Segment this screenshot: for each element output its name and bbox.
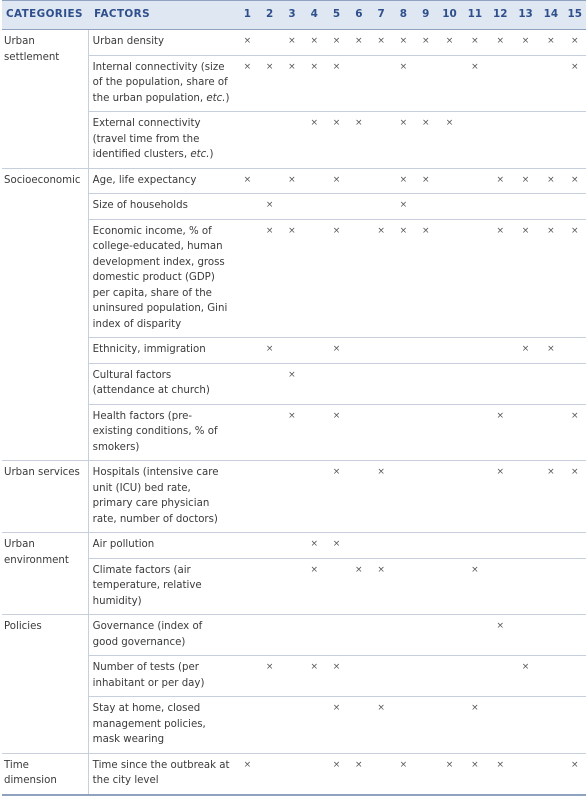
mark-cell: × — [437, 30, 462, 56]
mark-cell — [258, 168, 280, 194]
mark-cell: × — [437, 753, 462, 795]
mark-cell: × — [348, 558, 370, 615]
mark-cell: × — [236, 30, 258, 56]
mark-cell: × — [415, 219, 437, 338]
mark-cell — [303, 615, 325, 656]
factor-cell: Number of tests (per inhabitant or per day) — [88, 656, 236, 697]
mark-cell: × — [303, 30, 325, 56]
mark-cell — [236, 363, 258, 404]
mark-cell — [462, 533, 487, 559]
mark-cell: × — [488, 219, 513, 338]
mark-cell — [236, 533, 258, 559]
mark-cell: × — [462, 558, 487, 615]
mark-cell — [564, 338, 586, 364]
mark-cell — [348, 404, 370, 461]
mark-cell: × — [303, 558, 325, 615]
table-row — [2, 615, 586, 656]
mark-cell — [462, 615, 487, 656]
mark-cell: × — [538, 168, 563, 194]
header-row — [2, 1, 586, 30]
factor-cell: Health factors (pre-existing conditions, % of smokers) — [88, 404, 236, 461]
header-study-12: 12 — [488, 1, 513, 30]
mark-cell: × — [348, 112, 370, 169]
header-study-14: 14 — [538, 1, 563, 30]
mark-cell — [415, 753, 437, 795]
table-row — [2, 30, 586, 56]
mark-cell — [437, 194, 462, 220]
mark-cell: × — [258, 338, 280, 364]
mark-cell — [303, 194, 325, 220]
mark-cell: × — [258, 194, 280, 220]
mark-cell — [258, 363, 280, 404]
mark-cell — [488, 656, 513, 697]
mark-cell — [281, 338, 303, 364]
mark-cell — [281, 753, 303, 795]
mark-cell — [513, 697, 538, 754]
table-row — [2, 112, 586, 169]
header-study-1: 1 — [236, 1, 258, 30]
mark-cell — [488, 338, 513, 364]
factor-cell: Ethnicity, immigration — [88, 338, 236, 364]
mark-cell — [392, 615, 414, 656]
mark-cell — [370, 363, 392, 404]
factors-table — [2, 0, 586, 796]
table-row — [2, 404, 586, 461]
mark-cell: × — [564, 404, 586, 461]
mark-cell — [513, 533, 538, 559]
mark-cell — [348, 55, 370, 112]
mark-cell — [236, 656, 258, 697]
mark-cell: × — [281, 219, 303, 338]
mark-cell: × — [392, 55, 414, 112]
factor-cell: Climate factors (air temperature, relative humidity) — [88, 558, 236, 615]
mark-cell — [303, 697, 325, 754]
table-row — [2, 697, 586, 754]
mark-cell: × — [488, 753, 513, 795]
mark-cell: × — [538, 461, 563, 533]
header-study-2: 2 — [258, 1, 280, 30]
mark-cell — [415, 558, 437, 615]
table-row — [2, 219, 586, 338]
mark-cell — [303, 168, 325, 194]
mark-cell: × — [488, 168, 513, 194]
mark-cell — [462, 461, 487, 533]
mark-cell — [437, 697, 462, 754]
mark-cell — [370, 404, 392, 461]
factor-cell: Economic income, % of college-educated, human development index, gross domestic product (GDP) per capita, share of the uninsured population, Gini index of disparity — [88, 219, 236, 338]
mark-cell — [392, 338, 414, 364]
factor-cell: Urban density — [88, 30, 236, 56]
mark-cell: × — [281, 363, 303, 404]
mark-cell: × — [325, 338, 347, 364]
mark-cell: × — [462, 30, 487, 56]
mark-cell: × — [258, 219, 280, 338]
mark-cell — [488, 558, 513, 615]
mark-cell: × — [488, 615, 513, 656]
category-cell: Urban settlement — [2, 30, 88, 169]
mark-cell: × — [303, 112, 325, 169]
category-cell: Urban environment — [2, 533, 88, 615]
mark-cell — [564, 363, 586, 404]
mark-cell — [488, 55, 513, 112]
header-study-8: 8 — [392, 1, 414, 30]
mark-cell — [303, 753, 325, 795]
mark-cell — [236, 404, 258, 461]
mark-cell: × — [325, 55, 347, 112]
mark-cell — [303, 363, 325, 404]
mark-cell: × — [348, 30, 370, 56]
mark-cell — [281, 656, 303, 697]
factor-cell: Time since the outbreak at the city level — [88, 753, 236, 795]
mark-cell — [348, 363, 370, 404]
mark-cell — [236, 194, 258, 220]
mark-cell — [303, 338, 325, 364]
mark-cell: × — [415, 168, 437, 194]
mark-cell: × — [281, 168, 303, 194]
header-study-6: 6 — [348, 1, 370, 30]
mark-cell — [348, 194, 370, 220]
mark-cell — [258, 697, 280, 754]
mark-cell — [462, 338, 487, 364]
table-row — [2, 461, 586, 533]
mark-cell: × — [325, 168, 347, 194]
mark-cell: × — [325, 30, 347, 56]
mark-cell — [258, 558, 280, 615]
mark-cell — [281, 558, 303, 615]
mark-cell — [303, 404, 325, 461]
category-cell: Urban services — [2, 461, 88, 533]
mark-cell: × — [564, 30, 586, 56]
mark-cell — [370, 615, 392, 656]
header-factors: FACTORS — [88, 1, 236, 30]
mark-cell — [488, 363, 513, 404]
factor-cell: Stay at home, closed management policies, mask wearing — [88, 697, 236, 754]
mark-cell: × — [281, 404, 303, 461]
mark-cell: × — [303, 55, 325, 112]
mark-cell — [348, 461, 370, 533]
mark-cell — [370, 753, 392, 795]
mark-cell — [437, 615, 462, 656]
mark-cell: × — [564, 168, 586, 194]
mark-cell — [462, 219, 487, 338]
factor-cell: Internal connectivity (size of the population, share of the urban population, etc.) — [88, 55, 236, 112]
mark-cell: × — [564, 219, 586, 338]
factor-cell: Air pollution — [88, 533, 236, 559]
mark-cell — [538, 363, 563, 404]
mark-cell — [281, 194, 303, 220]
mark-cell — [415, 363, 437, 404]
mark-cell: × — [325, 404, 347, 461]
table-row — [2, 656, 586, 697]
mark-cell: × — [258, 656, 280, 697]
mark-cell — [236, 697, 258, 754]
mark-cell — [303, 461, 325, 533]
mark-cell: × — [488, 404, 513, 461]
mark-cell — [415, 533, 437, 559]
mark-cell — [392, 461, 414, 533]
mark-cell — [538, 558, 563, 615]
mark-cell — [415, 461, 437, 533]
mark-cell: × — [325, 461, 347, 533]
mark-cell: × — [415, 112, 437, 169]
mark-cell — [325, 558, 347, 615]
mark-cell — [513, 363, 538, 404]
mark-cell: × — [236, 55, 258, 112]
table-row — [2, 558, 586, 615]
mark-cell — [370, 656, 392, 697]
factor-cell: External connectivity (travel time from the identified clusters, etc.) — [88, 112, 236, 169]
mark-cell — [437, 533, 462, 559]
mark-cell: × — [488, 30, 513, 56]
mark-cell — [415, 656, 437, 697]
mark-cell: × — [513, 168, 538, 194]
header-study-11: 11 — [462, 1, 487, 30]
mark-cell — [564, 533, 586, 559]
mark-cell — [258, 533, 280, 559]
mark-cell — [538, 112, 563, 169]
mark-cell: × — [462, 55, 487, 112]
mark-cell — [325, 194, 347, 220]
mark-cell — [348, 219, 370, 338]
mark-cell: × — [392, 30, 414, 56]
mark-cell — [258, 404, 280, 461]
mark-cell — [236, 338, 258, 364]
mark-cell — [538, 404, 563, 461]
mark-cell — [437, 558, 462, 615]
mark-cell: × — [488, 461, 513, 533]
mark-cell — [236, 112, 258, 169]
mark-cell — [437, 404, 462, 461]
mark-cell — [392, 533, 414, 559]
header-study-3: 3 — [281, 1, 303, 30]
mark-cell — [564, 615, 586, 656]
mark-cell: × — [370, 219, 392, 338]
table-row — [2, 55, 586, 112]
mark-cell — [462, 363, 487, 404]
mark-cell — [488, 697, 513, 754]
mark-cell: × — [325, 656, 347, 697]
mark-cell — [415, 697, 437, 754]
mark-cell — [538, 697, 563, 754]
mark-cell: × — [325, 533, 347, 559]
mark-cell: × — [462, 697, 487, 754]
mark-cell: × — [513, 338, 538, 364]
mark-cell — [325, 615, 347, 656]
mark-cell — [513, 55, 538, 112]
mark-cell — [437, 219, 462, 338]
mark-cell: × — [236, 168, 258, 194]
header-study-15: 15 — [564, 1, 586, 30]
mark-cell — [370, 168, 392, 194]
mark-cell — [437, 656, 462, 697]
mark-cell — [462, 404, 487, 461]
mark-cell: × — [415, 30, 437, 56]
mark-cell — [258, 753, 280, 795]
mark-cell — [325, 363, 347, 404]
mark-cell — [258, 461, 280, 533]
mark-cell: × — [513, 656, 538, 697]
mark-cell — [415, 404, 437, 461]
factor-cell: Age, life expectancy — [88, 168, 236, 194]
table-row — [2, 753, 586, 795]
mark-cell — [348, 656, 370, 697]
mark-cell — [236, 219, 258, 338]
header-study-7: 7 — [370, 1, 392, 30]
mark-cell — [370, 112, 392, 169]
mark-cell — [392, 697, 414, 754]
mark-cell — [513, 194, 538, 220]
mark-cell — [564, 558, 586, 615]
factor-cell: Cultural factors (attendance at church) — [88, 363, 236, 404]
mark-cell: × — [303, 533, 325, 559]
mark-cell — [348, 615, 370, 656]
mark-cell — [415, 55, 437, 112]
mark-cell — [462, 656, 487, 697]
table-row — [2, 168, 586, 194]
mark-cell: × — [564, 753, 586, 795]
table-row — [2, 338, 586, 364]
mark-cell: × — [325, 697, 347, 754]
mark-cell — [538, 656, 563, 697]
mark-cell: × — [325, 112, 347, 169]
mark-cell — [392, 363, 414, 404]
mark-cell — [513, 558, 538, 615]
mark-cell — [538, 753, 563, 795]
mark-cell — [437, 363, 462, 404]
mark-cell — [281, 461, 303, 533]
mark-cell — [348, 697, 370, 754]
mark-cell — [437, 338, 462, 364]
mark-cell — [303, 219, 325, 338]
mark-cell — [370, 55, 392, 112]
factor-cell: Governance (index of good governance) — [88, 615, 236, 656]
mark-cell — [437, 55, 462, 112]
factor-cell: Size of households — [88, 194, 236, 220]
category-cell: Socioeconomic — [2, 168, 88, 461]
mark-cell — [488, 194, 513, 220]
mark-cell: × — [325, 219, 347, 338]
mark-cell: × — [370, 461, 392, 533]
mark-cell: × — [538, 219, 563, 338]
mark-cell: × — [564, 461, 586, 533]
mark-cell: × — [538, 338, 563, 364]
header-study-9: 9 — [415, 1, 437, 30]
mark-cell — [236, 558, 258, 615]
mark-cell: × — [392, 219, 414, 338]
header-categories: CATEGORIES — [2, 1, 88, 30]
mark-cell — [564, 194, 586, 220]
mark-cell — [415, 338, 437, 364]
mark-cell — [236, 615, 258, 656]
mark-cell — [258, 615, 280, 656]
mark-cell — [415, 615, 437, 656]
mark-cell: × — [392, 753, 414, 795]
mark-cell — [462, 112, 487, 169]
table-row — [2, 194, 586, 220]
mark-cell — [236, 461, 258, 533]
mark-cell — [538, 533, 563, 559]
header-study-10: 10 — [437, 1, 462, 30]
mark-cell — [462, 194, 487, 220]
mark-cell: × — [513, 219, 538, 338]
mark-cell: × — [538, 30, 563, 56]
mark-cell: × — [392, 112, 414, 169]
mark-cell — [462, 168, 487, 194]
mark-cell — [392, 404, 414, 461]
mark-cell — [348, 338, 370, 364]
mark-cell: × — [281, 30, 303, 56]
mark-cell: × — [513, 30, 538, 56]
table-row — [2, 533, 586, 559]
table-body — [2, 30, 586, 795]
mark-cell — [437, 461, 462, 533]
mark-cell — [281, 697, 303, 754]
mark-cell — [513, 753, 538, 795]
mark-cell: × — [370, 697, 392, 754]
mark-cell — [392, 656, 414, 697]
mark-cell — [370, 533, 392, 559]
header-study-5: 5 — [325, 1, 347, 30]
mark-cell — [538, 615, 563, 656]
category-cell: Time dimension — [2, 753, 88, 795]
mark-cell: × — [303, 656, 325, 697]
mark-cell — [348, 533, 370, 559]
mark-cell — [348, 168, 370, 194]
mark-cell — [564, 112, 586, 169]
mark-cell — [488, 112, 513, 169]
mark-cell — [538, 194, 563, 220]
mark-cell — [513, 461, 538, 533]
mark-cell: × — [392, 168, 414, 194]
mark-cell — [258, 112, 280, 169]
mark-cell: × — [325, 753, 347, 795]
mark-cell — [538, 55, 563, 112]
mark-cell — [370, 338, 392, 364]
mark-cell: × — [370, 558, 392, 615]
mark-cell: × — [564, 55, 586, 112]
header-study-4: 4 — [303, 1, 325, 30]
mark-cell — [392, 558, 414, 615]
mark-cell — [370, 194, 392, 220]
mark-cell — [564, 697, 586, 754]
mark-cell: × — [392, 194, 414, 220]
mark-cell: × — [462, 753, 487, 795]
mark-cell: × — [370, 30, 392, 56]
category-cell: Policies — [2, 615, 88, 754]
header-study-13: 13 — [513, 1, 538, 30]
mark-cell — [281, 533, 303, 559]
mark-cell — [258, 30, 280, 56]
mark-cell: × — [258, 55, 280, 112]
mark-cell — [564, 656, 586, 697]
factor-cell: Hospitals (intensive care unit (ICU) bed rate, primary care physician rate, number of doctors) — [88, 461, 236, 533]
mark-cell — [281, 615, 303, 656]
mark-cell: × — [236, 753, 258, 795]
mark-cell: × — [281, 55, 303, 112]
mark-cell — [513, 615, 538, 656]
table-row — [2, 363, 586, 404]
mark-cell — [513, 112, 538, 169]
mark-cell — [513, 404, 538, 461]
mark-cell: × — [348, 753, 370, 795]
mark-cell — [488, 533, 513, 559]
mark-cell — [281, 112, 303, 169]
mark-cell — [415, 194, 437, 220]
mark-cell — [437, 168, 462, 194]
mark-cell: × — [437, 112, 462, 169]
